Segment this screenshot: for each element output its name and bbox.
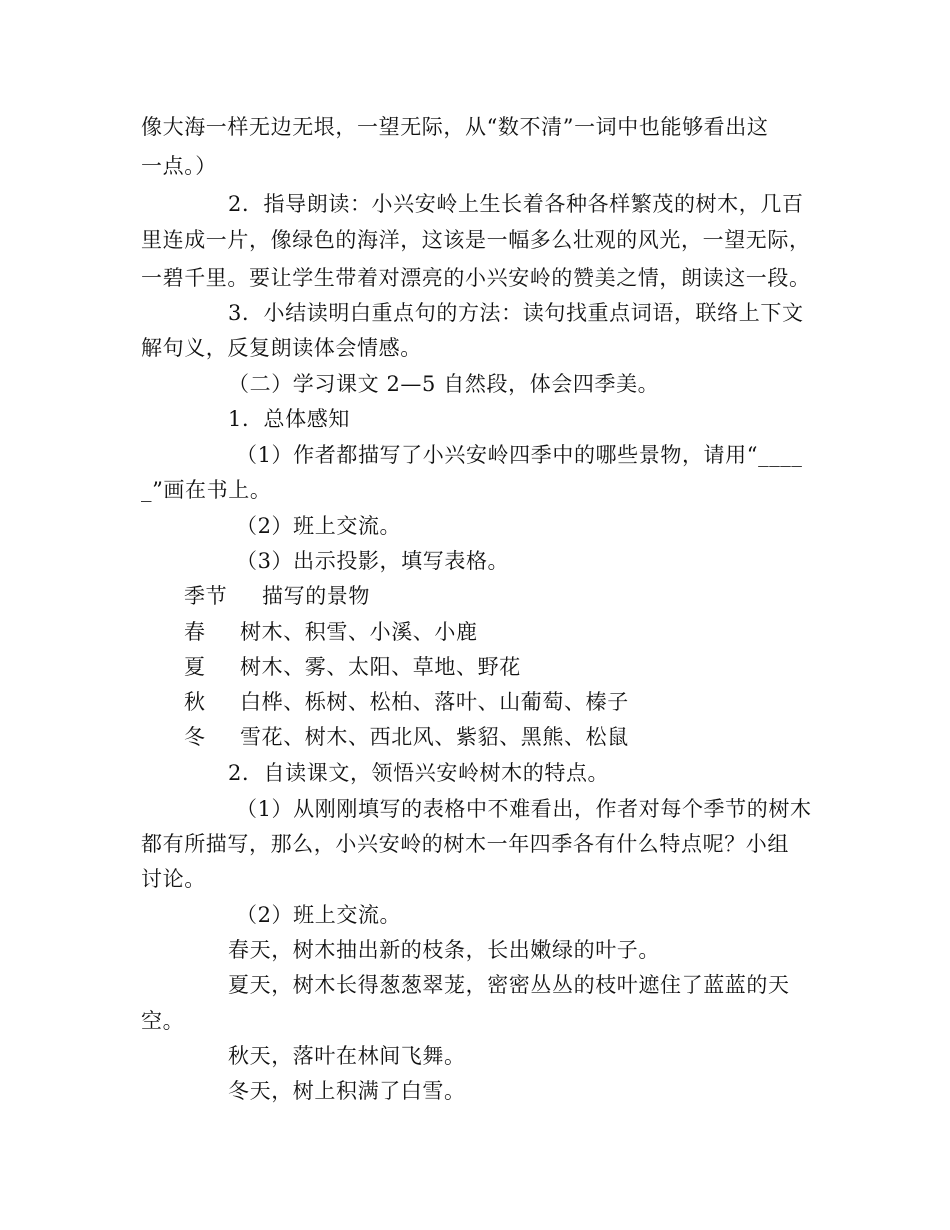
- table-cell-scenery: 树木、雾、太阳、草地、野花: [240, 655, 521, 679]
- text-line: （1）从刚刚填写的表格中不难看出，作者对每个季节的树木: [236, 797, 812, 821]
- text-line: 一点。）: [141, 154, 217, 178]
- table-cell-scenery: 白桦、栎树、松柏、落叶、山葡萄、榛子: [240, 690, 629, 714]
- text-line: （2）班上交流。: [236, 903, 402, 927]
- text-line: 夏天，树木长得葱葱翠茏，密密丛丛的枝叶遮住了蓝蓝的天: [228, 973, 790, 997]
- text-line: （2）班上交流。: [236, 514, 402, 538]
- table-cell-season: 秋: [184, 690, 206, 714]
- table-row: [184, 652, 521, 682]
- table-cell-season: 夏: [184, 655, 206, 679]
- text-line: 解句义，反复朗读体会情感。: [141, 336, 422, 360]
- text-line: 都有所描写，那么，小兴安岭的树木一年四季各有什么特点呢？小组: [141, 832, 789, 856]
- text-line: 一碧千里。要让学生带着对漂亮的小兴安岭的赞美之情，朗读这一段。: [141, 266, 811, 290]
- text-line: 1．总体感知: [228, 407, 350, 431]
- text-line: （3）出示投影，填写表格。: [236, 549, 510, 573]
- table-cell-scenery: 树木、积雪、小溪、小鹿: [240, 620, 478, 644]
- text-line: 冬天，树上积满了白雪。: [228, 1079, 466, 1103]
- text-line: 空。: [141, 1009, 185, 1033]
- text-line: 春天，树木抽出新的枝条，长出嫩绿的叶子。: [228, 938, 660, 962]
- table-cell-season: 冬: [184, 725, 206, 749]
- table-header-scenery: 描写的景物: [262, 584, 370, 608]
- text-line: 2．指导朗读：小兴安岭上生长着各种各样繁茂的树木，几百: [228, 192, 804, 216]
- text-line: 2．自读课文，领悟兴安岭树木的特点。: [228, 761, 610, 785]
- table-row: [184, 617, 478, 647]
- section-heading: （二）学习课文 2—5 自然段，体会四季美。: [228, 372, 660, 396]
- text-line: 秋天，落叶在林间飞舞。: [228, 1044, 466, 1068]
- table-cell-season: 春: [184, 620, 206, 644]
- text-line: _”画在书上。: [141, 478, 272, 502]
- table-cell-scenery: 雪花、树木、西北风、紫貂、黑熊、松鼠: [240, 725, 629, 749]
- text-line: 3．小结读明白重点句的方法：读句找重点词语，联络上下文: [228, 301, 804, 325]
- table-row: [184, 722, 629, 752]
- text-line: 像大海一样无边无垠，一望无际，从“数不清”一词中也能够看出这: [141, 115, 769, 139]
- text-line: 讨论。: [141, 867, 206, 891]
- text-line: 里连成一片，像绿色的海洋，这该是一幅多么壮观的风光，一望无际，: [141, 228, 811, 252]
- table-header: [184, 581, 370, 611]
- table-row: [184, 687, 629, 717]
- table-header-season: 季节: [184, 584, 228, 608]
- text-line: （1）作者都描写了小兴安岭四季中的哪些景物，请用“____: [236, 443, 803, 467]
